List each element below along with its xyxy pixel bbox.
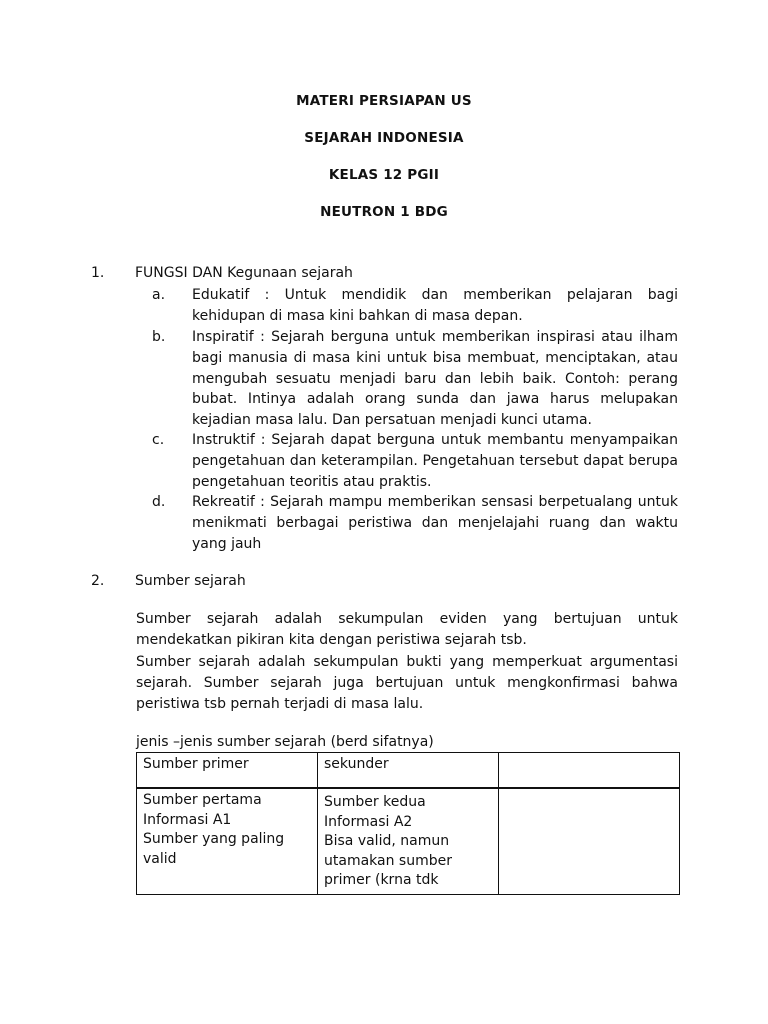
cell-line: primer (krna tdk	[324, 872, 439, 888]
cell-line: utamakan sumber	[324, 852, 452, 869]
list-item-letter: b.	[152, 329, 166, 345]
section-1-number: 1.	[91, 265, 105, 281]
table-cell-primer	[137, 788, 318, 895]
table-header-cell: Sumber primer	[137, 753, 318, 789]
header-line-3: KELAS 12 PGII	[328, 167, 440, 183]
cell-line: Bisa valid, namun	[324, 833, 450, 849]
cell-line: valid	[143, 850, 177, 867]
table-cell-empty	[499, 788, 680, 895]
section-2-number: 2.	[91, 573, 105, 589]
cell-line: Sumber yang paling	[143, 831, 285, 847]
cell-line: Sumber kedua	[324, 794, 426, 810]
header-line-2: SEJARAH INDONESIA	[304, 130, 464, 146]
section-2-title: Sumber sejarah	[135, 573, 246, 589]
list-item-letter: c.	[152, 432, 165, 448]
table-header-row	[137, 753, 680, 789]
header-line-4: NEUTRON 1 BDG	[320, 204, 448, 220]
cell-line: Informasi A2	[324, 813, 413, 830]
section-1-title: FUNGSI DAN Kegunaan sejarah	[135, 265, 353, 281]
section-2-paragraph-2: Sumber sejarah adalah sekumpulan bukti yang memperkuat argumentasi sejarah. Sumber sejarah juga bertujuan untuk mengkonfirmasi bahwa peristiwa tsb pernah terjadi di masa lalu.	[136, 654, 678, 712]
document-header	[0, 92, 768, 240]
list-item-text: Inspiratif : Sejarah berguna untuk memberikan inspirasi atau ilham bagi manusia di masa kini untuk bisa membuat, menciptakan, atau mengubah sesuatu menjadi baru dan lebih baik. Contoh: perang bubat. Intinya adalah orang sunda dan jawa harus melupakan kejadian masa lalu. Dan persatuan menjadi kunci utama.	[192, 329, 678, 429]
header-line-1: MATERI PERSIAPAN US	[296, 93, 472, 109]
list-item-text: Instruktif : Sejarah dapat berguna untuk membantu menyampaikan pengetahuan dan keterampilan. Pengetahuan tersebut dapat berupa pengetahuan teoritis atau praktis.	[192, 432, 678, 490]
table-row	[137, 788, 680, 895]
table-caption: jenis –jenis sumber sejarah (berd sifatnya)	[136, 734, 434, 750]
table-cell-sekunder	[318, 788, 499, 895]
list-item-letter: d.	[152, 494, 166, 510]
cell-line: Sumber pertama	[143, 792, 262, 808]
list-item-letter: a.	[152, 287, 166, 303]
cell-line: Informasi A1	[143, 811, 232, 828]
list-item-text: Edukatif : Untuk mendidik dan memberikan pelajaran bagi kehidupan di masa kini bahkan di masa depan.	[192, 287, 678, 324]
section-2-paragraph-1: Sumber sejarah adalah sekumpulan eviden yang bertujuan untuk mendekatkan pikiran kita dengan peristiwa sejarah tsb.	[136, 611, 678, 648]
table-header-cell	[499, 753, 680, 789]
list-item-text: Rekreatif : Sejarah mampu memberikan sensasi berpetualang untuk menikmati berbagai peristiwa dan menjelajahi ruang dan waktu yang jauh	[192, 494, 678, 552]
source-types-table	[136, 752, 680, 895]
table-header-cell: sekunder	[318, 753, 499, 789]
